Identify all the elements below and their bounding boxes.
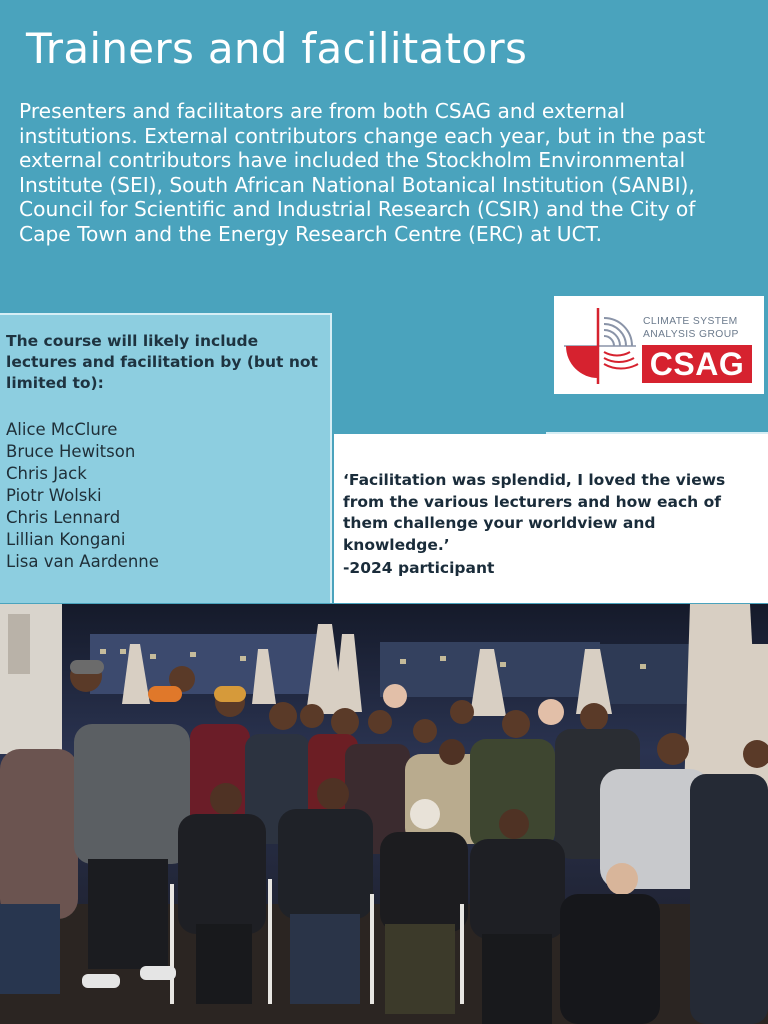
quote-attribution: -2024 participant <box>343 559 495 577</box>
logo-wordmark: CSAG <box>642 345 752 383</box>
facilitator-item: Piotr Wolski <box>6 486 102 505</box>
facilitator-item: Chris Lennard <box>6 508 121 527</box>
logo-text-line1: CLIMATE SYSTEM <box>643 316 738 327</box>
facilitators-list <box>6 419 159 573</box>
participant-quote: ‘Facilitation was splendid, I loved the views from the various lecturers and how each of them challenge your worldview and knowledge.’ <box>343 471 726 554</box>
facilitator-item: Bruce Hewitson <box>6 442 136 461</box>
page-title: Trainers and facilitators <box>26 24 528 73</box>
facilitator-item: Lillian Kongani <box>6 530 126 549</box>
intro-paragraph: Presenters and facilitators are from both CSAG and external institutions. External contributors change each year, but in the past external contributors have included the Stockholm Environmental Institute (SEI), South African National Botanical Institution (SANBI), Council for Scientific and Industrial Research (CSIR) and the City of Cape Town and the Energy Research Centre (ERC) at UCT. <box>19 99 706 246</box>
facilitators-heading: The course will likely include lectures and facilitation by (but not limited to): <box>6 332 318 392</box>
facilitator-item: Alice McClure <box>6 420 118 439</box>
csag-logo <box>554 296 764 394</box>
group-photo <box>0 604 768 1024</box>
group-photo-illustration <box>0 604 768 1024</box>
facilitator-item: Chris Jack <box>6 464 87 483</box>
quote-panel <box>334 434 768 603</box>
facilitator-item: Lisa van Aardenne <box>6 552 159 571</box>
facilitators-panel <box>0 313 332 603</box>
logo-text-line2: ANALYSIS GROUP <box>643 329 739 340</box>
